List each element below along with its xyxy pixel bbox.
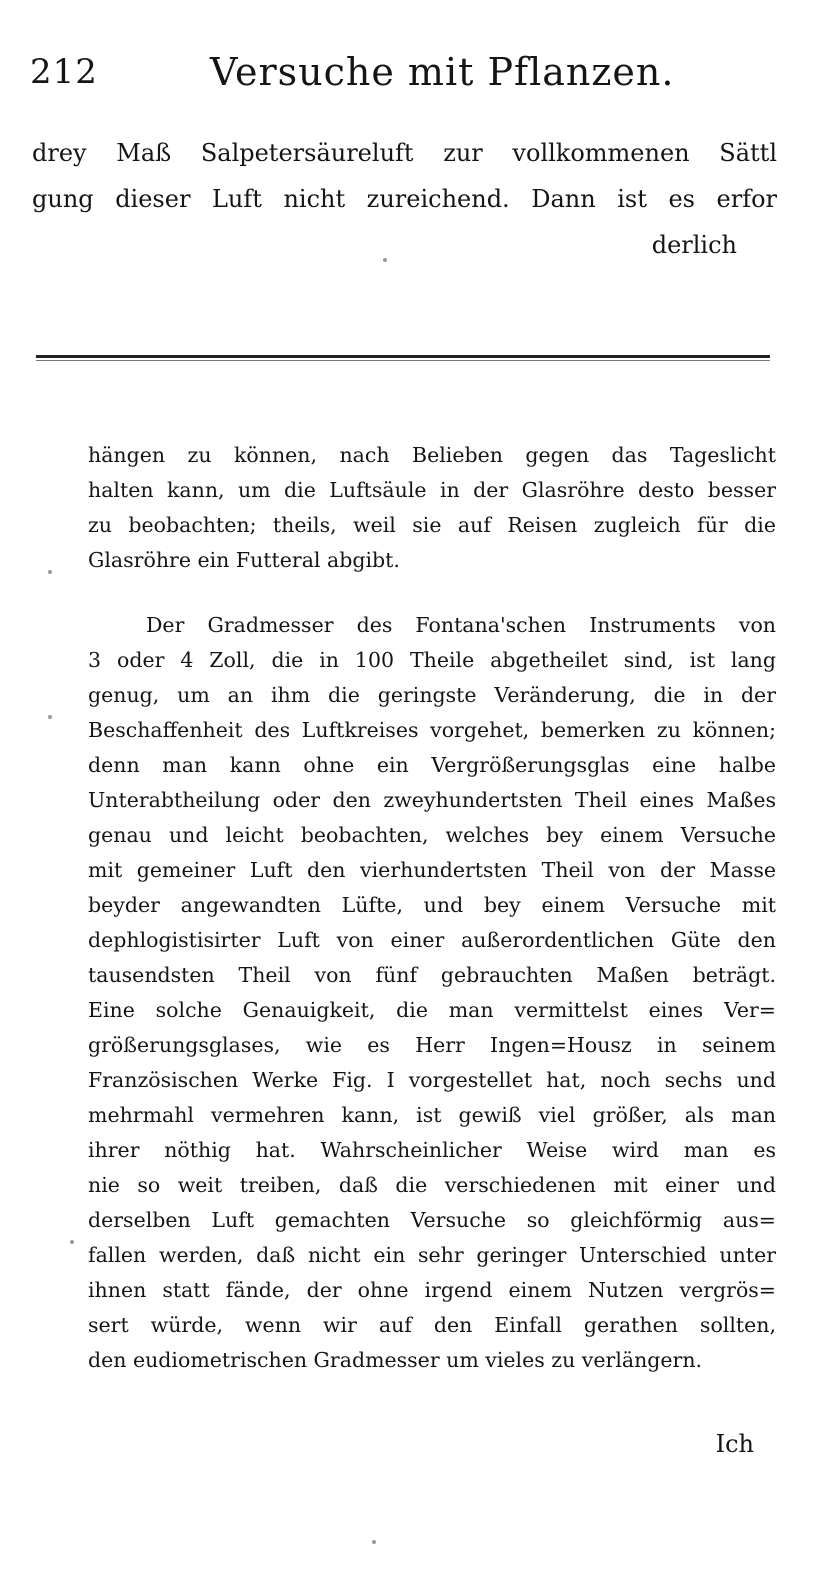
footnote-line: halten kann, um die Luftsäule in der Glasröhre desto besser [88,478,776,502]
footnote-line: ihrer nöthig hat. Wahrscheinlicher Weise wird man es [88,1138,776,1162]
paper-speck [70,1240,74,1244]
footnote-line: den eudiometrischen Gradmesser um vieles zu verlängern. [88,1348,703,1372]
footnote-line: sert würde, wenn wir auf den Einfall gerathen sollten, [88,1313,776,1337]
footnote-line: dephlogistisirter Luft von einer außerordentlichen Güte den [88,928,776,952]
paper-speck [372,1540,376,1544]
footnote-line: mit gemeiner Luft den vierhundertsten Theil von der Masse [88,858,776,882]
text-line: drey Maß Salpetersäureluft zur vollkommenen Sättl [32,139,777,167]
footnote-separator-rule [36,355,770,358]
footnote-line: genau und leicht beobachten, welches bey einem Versuche [88,823,776,847]
footnote-line: Eine solche Genauigkeit, die man vermittelst eines Ver= [88,998,776,1022]
footnote-line: größerungsglases, wie es Herr Ingen=Housz in seinem [88,1033,776,1057]
footnote-line: denn man kann ohne ein Vergrößerungsglas eine halbe [88,753,776,777]
footnote-line: derselben Luft gemachten Versuche so gleichförmig aus= [88,1208,776,1232]
footnote-line: Französischen Werke Fig. I vorgestellet hat, noch sechs und [88,1068,776,1092]
footnote-line: Beschaffenheit des Luftkreises vorgehet, bemerken zu können; [88,718,776,742]
footnote-line: beyder angewandten Lüfte, und bey einem Versuche mit [88,893,776,917]
paper-speck [383,258,387,262]
footnote-line: Unterabtheilung oder den zweyhundertsten Theil eines Maßes [88,788,776,812]
footnote-line: zu beobachten; theils, weil sie auf Reisen zugleich für die [88,513,776,537]
paper-speck [48,715,52,719]
footnote-line: Glasröhre ein Futteral abgibt. [88,548,400,572]
footnote-line: ihnen statt fände, der ohne irgend einem Nutzen vergrös= [88,1278,776,1302]
footnote-line: mehrmahl vermehren kann, ist gewiß viel größer, als man [88,1103,776,1127]
footnote-line: hängen zu können, nach Belieben gegen das Tageslicht [88,443,776,467]
footnote-paragraph-1 [88,438,776,578]
running-title: Versuche mit Pflanzen. [210,50,675,94]
footnote-block [88,438,776,1378]
footnote-paragraph-2 [88,608,776,1378]
footnote-line: 3 oder 4 Zoll, die in 100 Theile abgetheilet sind, ist lang [88,648,776,672]
catchword-bottom: Ich [715,1430,754,1458]
footnote-line: Der Gradmesser des Fontana'schen Instruments von [146,613,776,637]
page-number: 212 [30,52,98,92]
paper-speck [48,570,52,574]
footnote-line: fallen werden, daß nicht ein sehr geringer Unterschied unter [88,1243,776,1267]
text-line: gung dieser Luft nicht zureichend. Dann ist es erfor [32,185,777,213]
footnote-line: genug, um an ihm die geringste Veränderung, die in der [88,683,776,707]
main-text [32,130,777,268]
footnote-line: tausendsten Theil von fünf gebrauchten Maßen beträgt. [88,963,776,987]
footnote-line: nie so weit treiben, daß die verschiedenen mit einer und [88,1173,776,1197]
catchword-top: derlich [651,231,737,259]
